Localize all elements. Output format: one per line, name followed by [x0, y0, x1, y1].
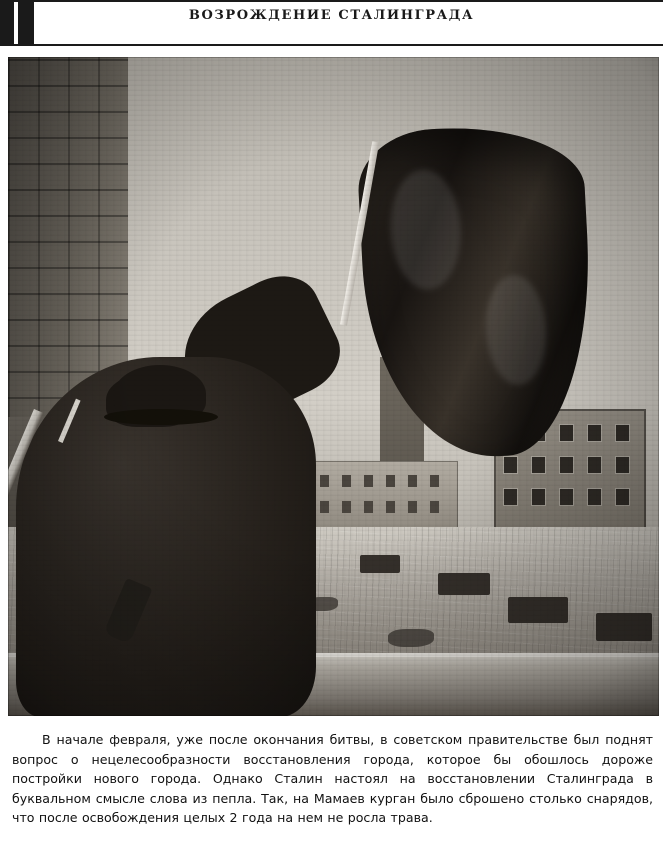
- article-paragraph: В начале февраля, уже после окончания битвы, в советском правительстве был поднят вопрос о нецелесообразности восстановления города, которое бы обошлось дороже постройки нового города. Однако Сталин настоял на восстановлении Сталинграда в буквальном смысле слова из пепла. Так, на Мамаев курган было сброшено столько снарядов, что после освобождения целых 2 года на нем не росла трава.: [12, 732, 653, 825]
- page-header: [0, 0, 663, 46]
- photo-canvas: [8, 57, 659, 716]
- page-title: ВОЗРОЖДЕНИЕ СТАЛИНГРАДА: [188, 8, 475, 23]
- photo-vignette: [8, 57, 659, 716]
- article-photograph: [8, 57, 659, 716]
- header-top-rule: [0, 0, 663, 2]
